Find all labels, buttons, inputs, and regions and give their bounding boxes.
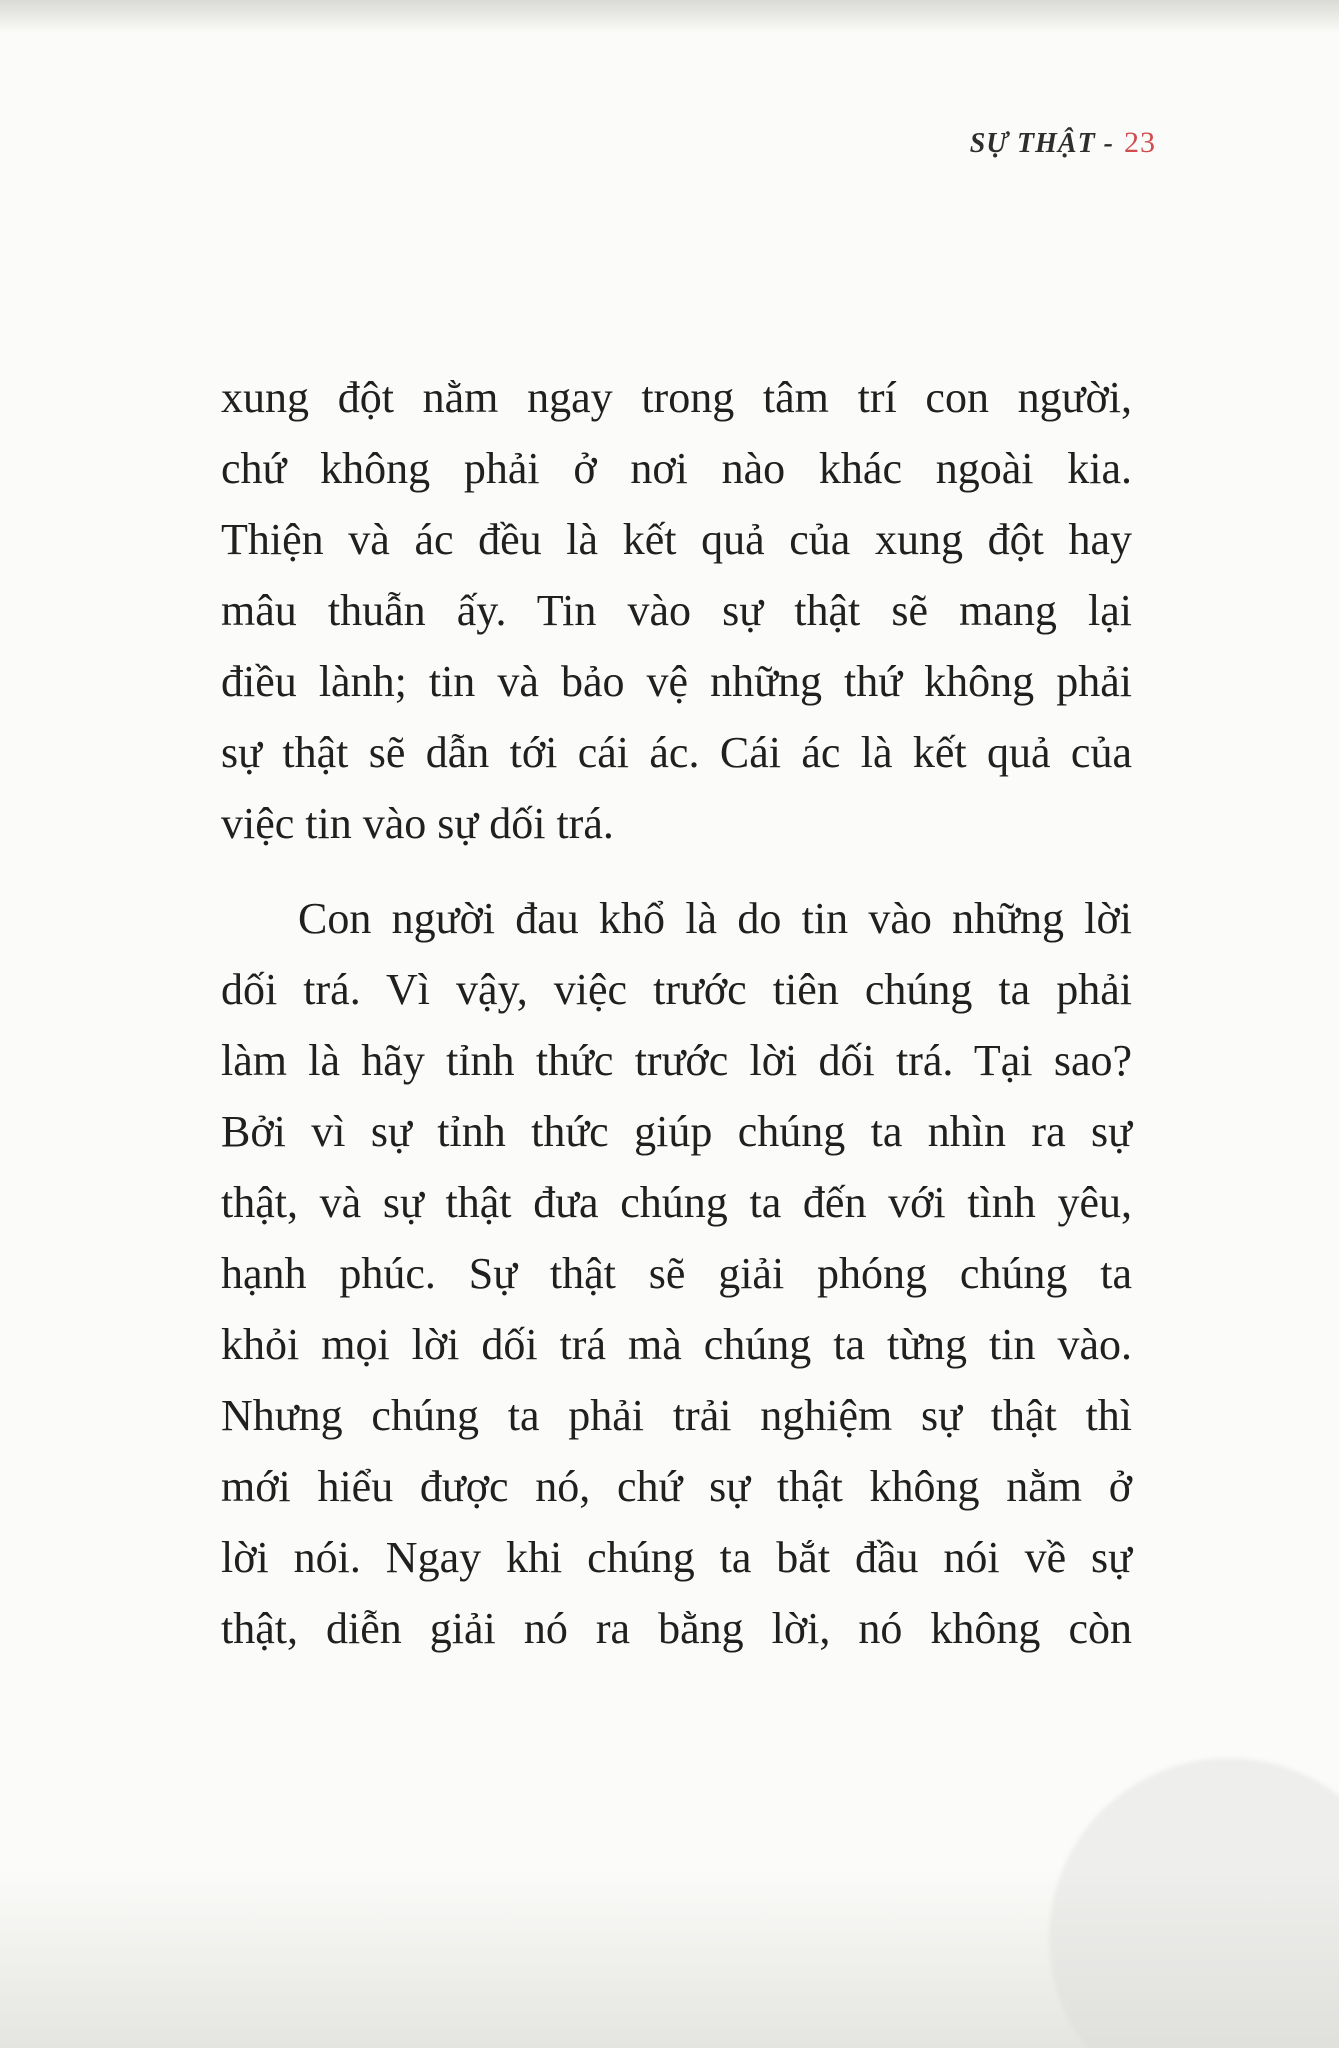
text-line: điều lành; tin và bảo vệ những thứ không phải [221, 657, 1132, 706]
page-bottom-shadow [0, 1868, 1339, 2048]
text-line: mâu thuẫn ấy. Tin vào sự thật sẽ mang lại [221, 586, 1132, 635]
text-line: khỏi mọi lời dối trá mà chúng ta từng tin vào. [221, 1320, 1132, 1369]
page-top-shadow [0, 0, 1339, 34]
text-line: Thiện và ác đều là kết quả của xung đột hay [221, 515, 1132, 564]
text-line: sự thật sẽ dẫn tới cái ác. Cái ác là kết quả của [221, 728, 1132, 777]
page-header [970, 126, 1156, 160]
paragraph-1 [221, 362, 1132, 859]
text-line: Bởi vì sự tỉnh thức giúp chúng ta nhìn ra sự [221, 1107, 1132, 1156]
text-line: thật, diễn giải nó ra bằng lời, nó không còn [221, 1604, 1132, 1653]
text-line: mới hiểu được nó, chứ sự thật không nằm ở [221, 1462, 1132, 1511]
paragraph-2 [221, 883, 1132, 1664]
text-line: việc tin vào sự dối trá. [221, 799, 614, 848]
text-line: làm là hãy tỉnh thức trước lời dối trá. Tại sao? [221, 1036, 1132, 1085]
text-line: Nhưng chúng ta phải trải nghiệm sự thật thì [221, 1391, 1132, 1440]
text-line: Con người đau khổ là do tin vào những lời [298, 894, 1132, 943]
text-line: dối trá. Vì vậy, việc trước tiên chúng ta phải [221, 965, 1132, 1014]
page-body [221, 362, 1132, 1664]
text-line: hạnh phúc. Sự thật sẽ giải phóng chúng ta [221, 1249, 1132, 1298]
text-line: chứ không phải ở nơi nào khác ngoài kia. [221, 444, 1132, 493]
text-line: thật, và sự thật đưa chúng ta đến với tình yêu, [221, 1178, 1132, 1227]
text-line: lời nói. Ngay khi chúng ta bắt đầu nói về sự [221, 1533, 1132, 1582]
page-number: 23 [1124, 126, 1156, 159]
text-line: xung đột nằm ngay trong tâm trí con người, [221, 373, 1132, 422]
running-head: SỰ THẬT - [969, 128, 1114, 159]
